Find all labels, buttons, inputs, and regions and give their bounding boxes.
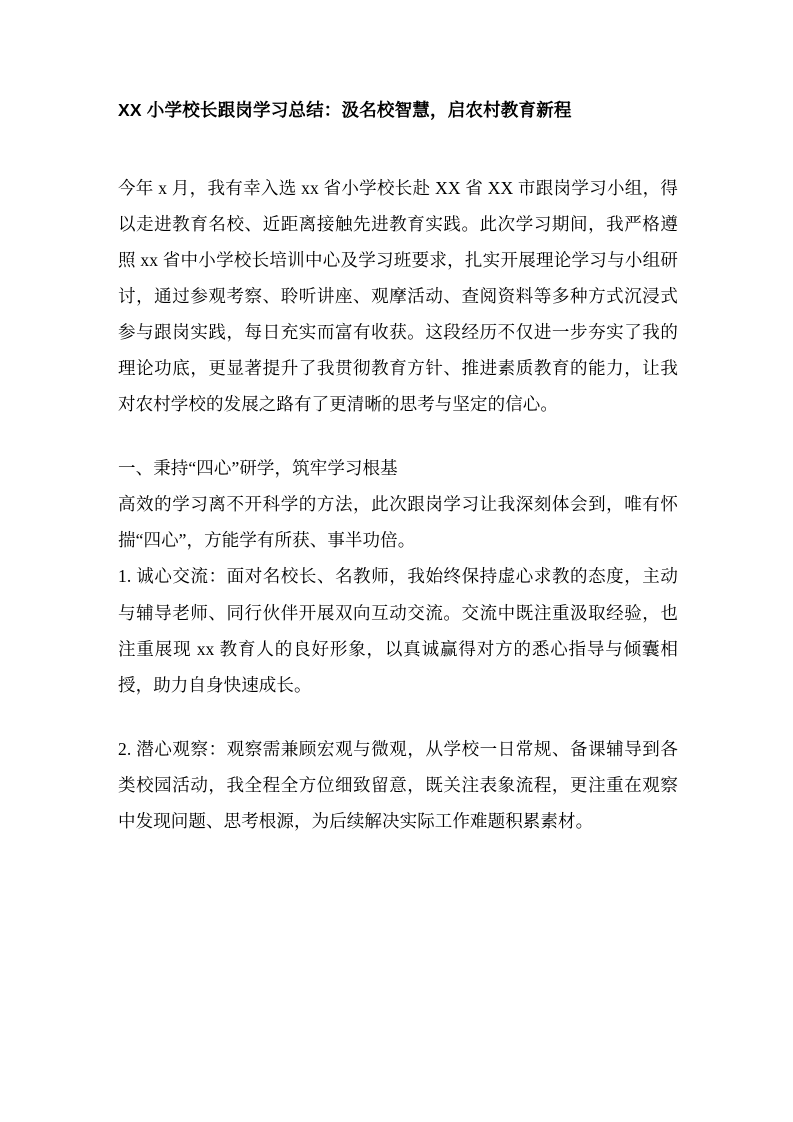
paragraph-spacer-1	[118, 422, 678, 450]
title-body-spacer	[118, 124, 678, 170]
paragraph-intro: 今年 x 月，我有幸入选 xx 省小学校长赴 XX 省 XX 市跟岗学习小组，得以走进教育名校、近距离接触先进教育实践。此次学习期间，我严格遵照 xx 省中小学校长培训中心及学习班要求，扎实开展理论学习与小组研讨，通过参观考察、聆听讲座、观摩活动、查阅资料等多种方式沉浸式参与跟岗实践，每日充实而富有收获。这段经历不仅进一步夯实了我的理论功底，更显著提升了我贯彻教育方针、推进素质教育的能力，让我对农村学校的发展之路有了更清晰的思考与坚定的信心。	[118, 178, 678, 415]
paragraph-section-one-lead: 高效的学习离不开科学的方法，此次跟岗学习让我深刻体会到，唯有怀揣“四心”，方能学有所获、事半功倍。	[118, 494, 678, 551]
paragraph-item-1: 1. 诚心交流：面对名校长、名教师，我始终保持虚心求教的态度，主动与辅导老师、同行伙伴开展双向互动交流。交流中既注重汲取经验，也注重展现 xx 教育人的良好形象，以真诚赢得对方的悉心指导与倾囊相授，助力自身快速成长。	[118, 566, 678, 695]
document-title: XX 小学校长跟岗学习总结：汲名校智慧，启农村教育新程	[118, 100, 572, 120]
paragraph-item-2: 2. 潜心观察：观察需兼顾宏观与微观，从学校一日常规、备课辅导到各类校园活动，我全程全方位细致留意，既关注表象流程，更注重在观察中发现问题、思考根源，为后续解决实际工作难题积累素材。	[118, 738, 678, 831]
section-heading-one: 一、秉持“四心”研学，筑牢学习根基	[118, 458, 398, 479]
paragraph-spacer-2	[118, 703, 678, 731]
